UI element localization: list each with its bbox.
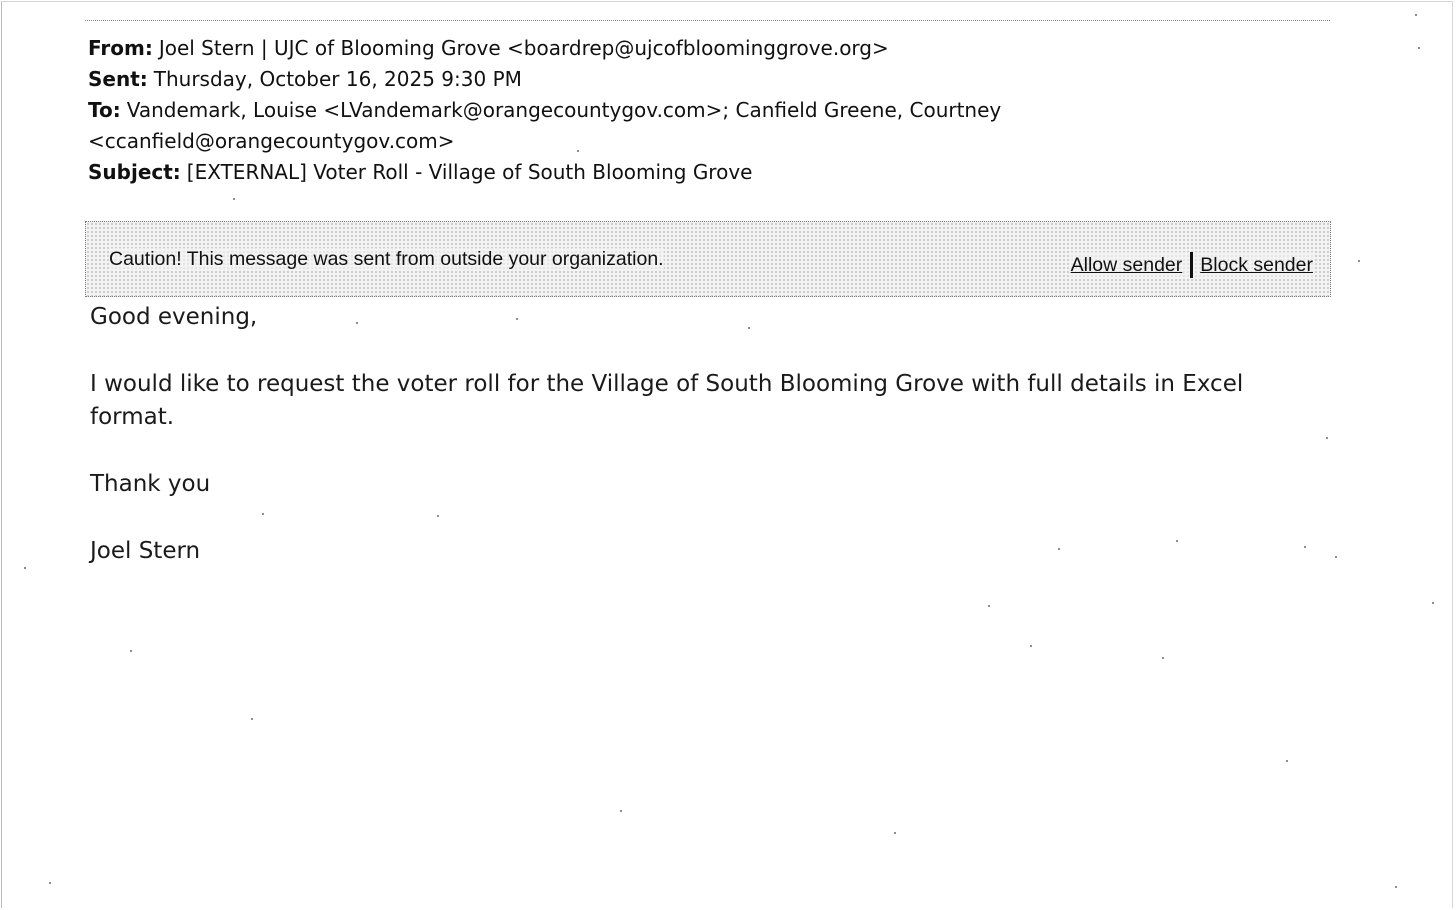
caution-message: Caution! This message was sent from outside your organization. xyxy=(109,248,664,270)
greeting: Good evening, xyxy=(90,304,258,330)
block-sender-link[interactable]: Block sender xyxy=(1200,253,1313,276)
sent-value: Thursday, October 16, 2025 9:30 PM xyxy=(153,67,522,91)
allow-sender-link[interactable]: Allow sender xyxy=(1070,253,1183,276)
email-header xyxy=(88,33,1001,188)
sent-label: Sent: xyxy=(88,67,148,91)
to-value-line1: Vandemark, Louise <LVandemark@orangecountygov.com>; Canfield Greene, Courtney xyxy=(126,98,1002,122)
closing: Thank you xyxy=(90,471,211,497)
subject-value: [EXTERNAL] Voter Roll - Village of South Blooming Grove xyxy=(186,160,753,184)
signature: Joel Stern xyxy=(90,538,201,564)
subject-row xyxy=(88,157,1001,188)
message-body xyxy=(90,301,1290,568)
from-value: Joel Stern | UJC of Blooming Grove <boardrep@ujcofbloominggrove.org> xyxy=(158,36,889,60)
to-row xyxy=(88,95,1001,126)
to-label: To: xyxy=(88,98,121,122)
top-divider xyxy=(85,20,1330,21)
sent-row xyxy=(88,64,1001,95)
sender-actions xyxy=(1071,252,1313,278)
from-row xyxy=(88,33,1001,64)
to-row-continued xyxy=(88,126,1001,157)
subject-label: Subject: xyxy=(88,160,181,184)
from-label: From: xyxy=(88,36,153,60)
to-value-line2: <ccanfield@orangecountygov.com> xyxy=(88,129,455,153)
request-paragraph: I would like to request the voter roll for the Village of South Blooming Grove with full details in Excel format. xyxy=(90,371,1244,430)
action-divider xyxy=(1190,252,1193,278)
caution-banner xyxy=(85,221,1331,297)
